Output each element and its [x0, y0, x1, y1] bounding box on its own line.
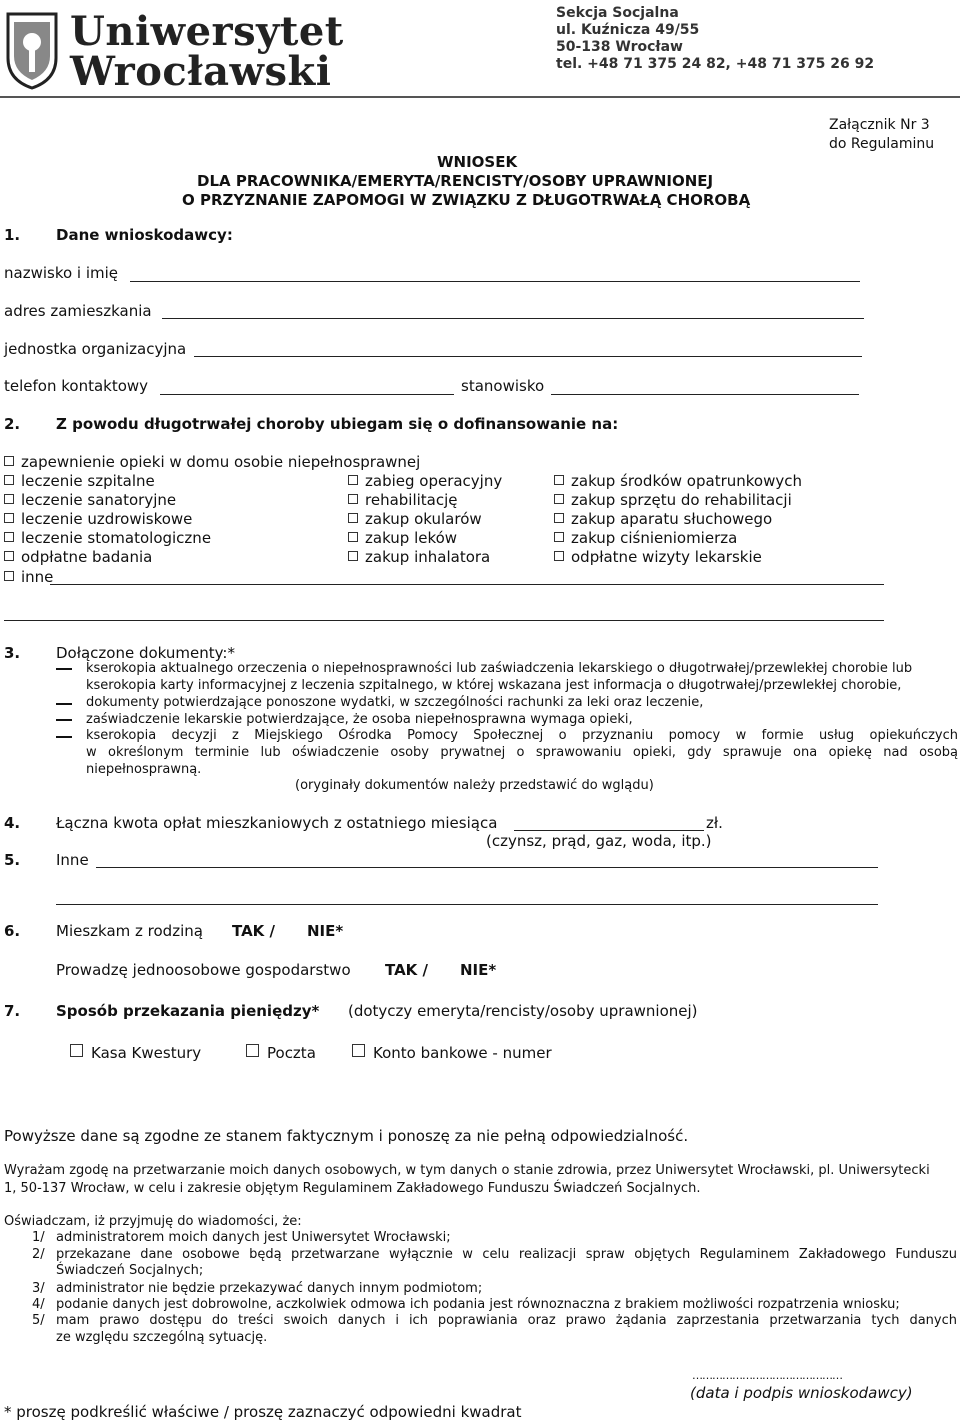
statement-item-number: 1/: [32, 1230, 45, 1245]
option-label: inne: [21, 568, 54, 586]
option-col1-3[interactable]: [4, 529, 211, 547]
option-col2-2[interactable]: [348, 510, 482, 528]
payment-option-bank[interactable]: [352, 1044, 552, 1062]
field-housing-cost-line[interactable]: [514, 830, 704, 831]
section4-number: 4.: [4, 814, 21, 832]
option-label: zabieg operacyjny: [365, 472, 503, 490]
contact-city: 50-138 Wrocław: [556, 39, 683, 55]
document-item-5-line2: w określonym terminie lub oświadczenie osoby prywatnej o sprawowaniu opieki, gdy sprawuje ona opiekę nad osobą: [86, 745, 958, 760]
option-label: leczenie szpitalne: [21, 472, 155, 490]
option-col2-0[interactable]: [348, 472, 502, 490]
section2-heading: Z powodu długotrwałej choroby ubiegam się o dofinansowanie na:: [56, 415, 619, 433]
option-label: zakup środków opatrunkowych: [571, 472, 802, 490]
option-label: odpłatne badania: [21, 548, 153, 566]
university-name-line2: Wrocławski: [70, 48, 332, 95]
option-col3-3[interactable]: [554, 529, 737, 547]
statement-item-number: 3/: [32, 1281, 45, 1296]
consent-line1: Wyrażam zgodę na przetwarzanie moich danych osobowych, w tym danych o stanie zdrowia, przez Uniwersytet Wrocławski, pl. Uniwersytecki: [4, 1163, 930, 1178]
documents-note: (oryginały dokumentów należy przedstawić do wglądu): [295, 778, 654, 793]
option-other[interactable]: [4, 568, 53, 586]
university-crest: [4, 8, 60, 90]
checkbox[interactable]: [4, 551, 14, 561]
statement-item-5-cont: ze względu szczególną sytuację.: [56, 1330, 268, 1345]
checkbox[interactable]: [554, 551, 564, 561]
signature-line[interactable]: ………………………………………: [692, 1369, 842, 1382]
document-item-4: zaświadczenie lekarskie potwierdzające, że osoba niepełnosprawna wymaga opieki,: [86, 712, 633, 727]
option-label: rehabilitację: [365, 491, 458, 509]
attachment-regulation: do Regulaminu: [829, 136, 935, 152]
option-col1-2[interactable]: [4, 510, 192, 528]
option-single-no[interactable]: NIE*: [460, 961, 497, 979]
statement-item-4: podanie danych jest dobrowolne, aczkolwiek odmowa ich podania jest równoznaczna z brakiem możliwości rozpatrzenia wniosku;: [56, 1297, 900, 1312]
checkbox[interactable]: [70, 1044, 83, 1057]
bullet-dash: [56, 703, 72, 705]
checkbox[interactable]: [554, 475, 564, 485]
header-divider: [0, 96, 960, 98]
option-label: zakup okularów: [365, 510, 482, 528]
option-label: zakup leków: [365, 529, 458, 547]
option-family-no[interactable]: NIE*: [307, 922, 344, 940]
section6-number: 6.: [4, 922, 21, 940]
option-home-care[interactable]: [4, 453, 420, 471]
checkbox[interactable]: [4, 456, 14, 466]
option-label: Kasa Kwestury: [91, 1044, 202, 1062]
checkbox[interactable]: [348, 494, 358, 504]
field-label-phone: telefon kontaktowy: [4, 377, 149, 395]
checkbox[interactable]: [554, 494, 564, 504]
checkbox[interactable]: [348, 532, 358, 542]
option-col3-4[interactable]: [554, 548, 762, 566]
statement-item-3: administrator nie będzie przekazywać danych innym podmiotom;: [56, 1281, 483, 1296]
option-col2-1[interactable]: [348, 491, 458, 509]
checkbox[interactable]: [348, 513, 358, 523]
document-item-2: kserokopia karty informacyjnej z leczenia szpitalnego, w której wskazana jest informacja o długotrwałej/przewlekłej chorobie,: [86, 678, 902, 693]
payment-option-post[interactable]: [246, 1044, 316, 1062]
checkbox[interactable]: [352, 1044, 365, 1057]
checkbox[interactable]: [348, 551, 358, 561]
field-label-position: stanowisko: [461, 377, 545, 395]
section3-number: 3.: [4, 644, 21, 662]
field-other-info-line2[interactable]: [56, 904, 878, 905]
section6-label2: Prowadzę jednoosobowe gospodarstwo: [56, 961, 351, 979]
field-label-unit: jednostka organizacyjna: [4, 340, 187, 358]
option-col1-0[interactable]: [4, 472, 155, 490]
form-subtitle-line2: O PRZYZNANIE ZAPOMOGI W ZWIĄZKU Z DŁUGOTRWAŁĄ CHOROBĄ: [182, 191, 751, 209]
field-other-line[interactable]: [50, 584, 884, 585]
section2-number: 2.: [4, 415, 21, 433]
option-label: leczenie sanatoryjne: [21, 491, 177, 509]
contact-street: ul. Kuźnicza 49/55: [556, 22, 700, 38]
declaration-text: Powyższe dane są zgodne ze stanem faktycznym i ponoszę za nie pełną odpowiedzialność.: [4, 1127, 689, 1145]
option-label: leczenie stomatologiczne: [21, 529, 212, 547]
section3-heading: Dołączone dokumenty:*: [56, 644, 235, 662]
section5-label: Inne: [56, 851, 89, 869]
statement-item-number: 2/: [32, 1247, 45, 1262]
consent-line2: 1, 50-137 Wrocław, w celu i zakresie objętym Regulaminem Zakładowego Funduszu Świadczeń Socjalnych.: [4, 1181, 701, 1196]
checkbox[interactable]: [554, 532, 564, 542]
option-single-yes[interactable]: TAK /: [385, 961, 429, 979]
section7-note: (dotyczy emeryta/rencisty/osoby uprawnionej): [348, 1002, 698, 1020]
statement-item-number: 4/: [32, 1297, 45, 1312]
section7-number: 7.: [4, 1002, 21, 1020]
section4-label: Łączna kwota opłat mieszkaniowych z ostatniego miesiąca: [56, 814, 498, 832]
section1-number: 1.: [4, 226, 21, 244]
checkbox[interactable]: [4, 513, 14, 523]
field-label-address: adres zamieszkania: [4, 302, 152, 320]
document-item-5-line1: kserokopia decyzji z Miejskiego Ośrodka Pomocy Społecznej o przyznaniu pomocy w formie usług opiekuńczych: [86, 728, 958, 743]
option-label: zakup sprzętu do rehabilitacji: [571, 491, 792, 509]
field-other-info-line[interactable]: [96, 867, 878, 868]
bullet-dash: [56, 736, 72, 738]
signature-label: (data i podpis wnioskodawcy): [690, 1384, 913, 1402]
form-subtitle-line1: DLA PRACOWNIKA/EMERYTA/RENCISTY/OSOBY UPRAWNIONEJ: [197, 172, 714, 190]
section1-heading: Dane wnioskodawcy:: [56, 226, 233, 244]
statement-item-1: administratorem moich danych jest Uniwersytet Wrocławski;: [56, 1230, 451, 1245]
footnote: * proszę podkreślić właściwe / proszę zaznaczyć odpowiedni kwadrat: [4, 1403, 522, 1421]
checkbox[interactable]: [4, 571, 14, 581]
checkbox[interactable]: [4, 532, 14, 542]
option-col1-4[interactable]: [4, 548, 152, 566]
option-col2-4[interactable]: [348, 548, 490, 566]
attachment-label: Załącznik Nr 3: [829, 117, 930, 133]
form-title: WNIOSEK: [437, 153, 518, 171]
statement-item-number: 5/: [32, 1313, 45, 1328]
statement-item-5: mam prawo dostępu do treści swoich danych i ich poprawiania oraz prawo żądania zaprzestania przetwarzania tych danych: [56, 1313, 957, 1328]
field-name-line[interactable]: [130, 281, 860, 282]
statement-intro: Oświadczam, iż przyjmuję do wiadomości, że:: [4, 1214, 302, 1229]
checkbox[interactable]: [4, 494, 14, 504]
university-name-line1: Uniwersytet: [70, 8, 344, 55]
option-label: odpłatne wizyty lekarskie: [571, 548, 762, 566]
section5-number: 5.: [4, 851, 21, 869]
option-label: leczenie uzdrowiskowe: [21, 510, 193, 528]
section4-hint: (czynsz, prąd, gaz, woda, itp.): [486, 832, 712, 850]
option-col3-2[interactable]: [554, 510, 772, 528]
document-item-5-line3: niepełnosprawną.: [86, 762, 202, 777]
document-item-1: kserokopia aktualnego orzeczenia o niepełnosprawności lub zaświadczenia lekarskiego o długotrwałej/przewlekłej chorobie lub: [86, 661, 913, 676]
currency-unit: zł.: [706, 814, 723, 832]
option-label: zakup inhalatora: [365, 548, 491, 566]
option-col1-1[interactable]: [4, 491, 176, 509]
field-position-line[interactable]: [551, 394, 859, 395]
option-label: Poczta: [267, 1044, 316, 1062]
payment-option-cash[interactable]: [70, 1044, 201, 1062]
statement-item-2-cont: Świadczeń Socjalnych;: [56, 1263, 204, 1278]
field-phone-line[interactable]: [160, 394, 454, 395]
field-address-line[interactable]: [162, 318, 864, 319]
statement-item-2: przekazane dane osobowe będą przetwarzane wyłącznie w celu realizacji spraw objętych Regulaminem Zakładowego Funduszu: [56, 1247, 957, 1262]
option-label: zakup aparatu słuchowego: [571, 510, 773, 528]
option-col2-3[interactable]: [348, 529, 457, 547]
bullet-dash: [56, 668, 72, 670]
field-label-name: nazwisko i imię: [4, 264, 119, 282]
contact-title: Sekcja Socjalna: [556, 5, 679, 21]
option-label: Konto bankowe - numer: [373, 1044, 552, 1062]
checkbox[interactable]: [348, 475, 358, 485]
document-item-3: dokumenty potwierdzające ponoszone wydatki, w szczególności rachunki za leki oraz leczenie,: [86, 695, 704, 710]
field-other-line2[interactable]: [4, 620, 884, 621]
option-col3-0[interactable]: [554, 472, 802, 490]
checkbox[interactable]: [246, 1044, 259, 1057]
field-unit-line[interactable]: [194, 356, 862, 357]
section6-label: Mieszkam z rodziną: [56, 922, 203, 940]
option-family-yes[interactable]: TAK /: [232, 922, 276, 940]
option-label: zakup ciśnieniomierza: [571, 529, 738, 547]
option-label: zapewnienie opieki w domu osobie niepełnosprawnej: [21, 453, 421, 471]
section7-label: Sposób przekazania pieniędzy*: [56, 1002, 320, 1020]
contact-phone: tel. +48 71 375 24 82, +48 71 375 26 92: [556, 56, 875, 72]
checkbox[interactable]: [4, 475, 14, 485]
checkbox[interactable]: [554, 513, 564, 523]
bullet-dash: [56, 719, 72, 721]
option-col3-1[interactable]: [554, 491, 792, 509]
